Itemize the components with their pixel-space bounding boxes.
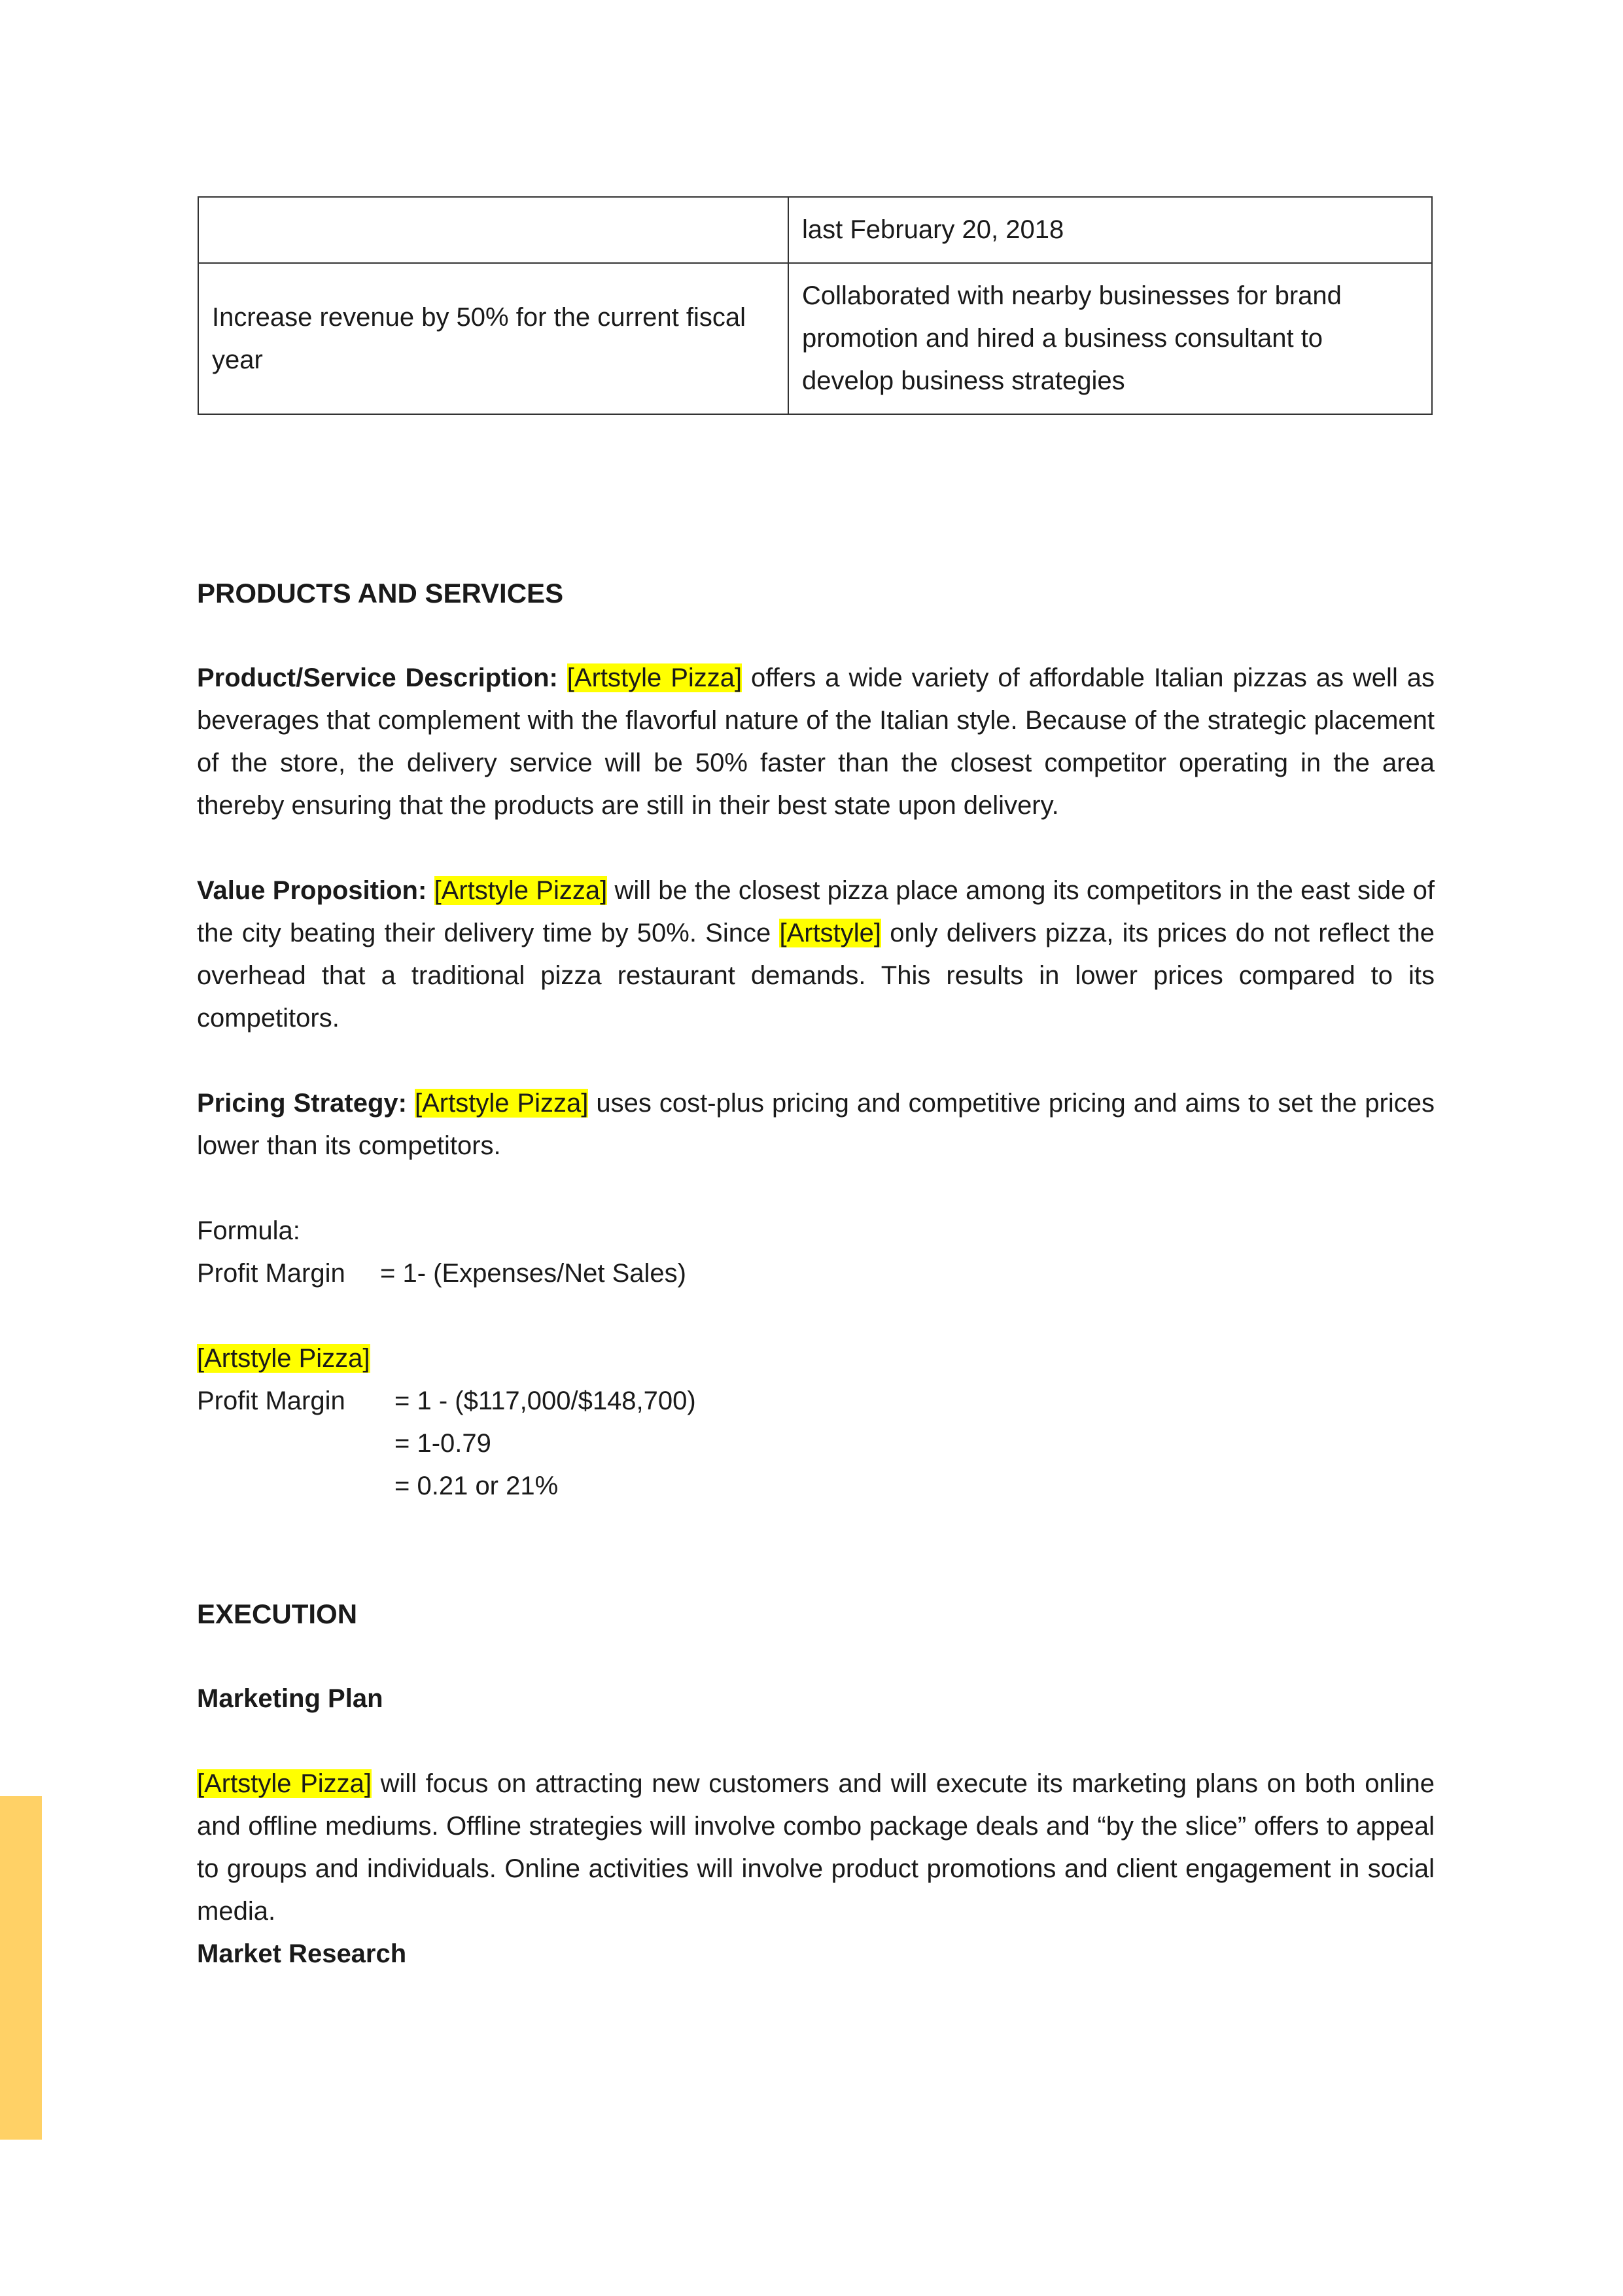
document-content xyxy=(197,196,1435,1975)
product-description-label: Product/Service Description: xyxy=(197,663,558,692)
product-description-paragraph xyxy=(197,657,1435,827)
marketing-plan-paragraph xyxy=(197,1763,1435,1933)
brand-short-placeholder: [Artstyle] xyxy=(779,919,882,947)
table-row xyxy=(198,197,1432,263)
value-proposition-text-1: will be the closest pizza place among its competitors in the east side of the city beating their delivery time by 50%. Since xyxy=(197,876,1435,947)
pricing-strategy-text: uses cost-plus pricing and competitive pricing and aims to set the prices lower than its competitors. xyxy=(197,1089,1435,1160)
calculation-line-2: = 1-0.79 xyxy=(394,1429,491,1458)
brand-placeholder: [Artstyle Pizza] xyxy=(434,876,608,905)
formula-label: Profit Margin xyxy=(197,1259,345,1288)
goals-table xyxy=(198,196,1433,415)
brand-placeholder: [Artstyle Pizza] xyxy=(197,1769,372,1798)
value-proposition-label: Value Proposition: xyxy=(197,876,427,905)
market-research-heading: Market Research xyxy=(197,1939,407,1968)
formula-title: Formula: xyxy=(197,1216,300,1245)
calculation-row xyxy=(197,1380,1435,1422)
marketing-plan-heading: Marketing Plan xyxy=(197,1684,383,1713)
calculation-label: Profit Margin xyxy=(197,1386,345,1415)
brand-placeholder: [Artstyle Pizza] xyxy=(415,1089,589,1118)
table-cell-goal xyxy=(198,197,788,263)
pricing-strategy-label: Pricing Strategy: xyxy=(197,1089,407,1118)
formula-block xyxy=(197,1210,1435,1295)
table-row xyxy=(198,263,1432,414)
product-description-text: offers a wide variety of affordable Italian pizzas as well as beverages that complement with the flavorful nature of the Italian style. Because of the strategic placement of the store, the delivery service will be 50% faster than the closest competitor operating in the area thereby ensuring that the products are still in their best state upon delivery. xyxy=(197,663,1435,820)
brand-placeholder: [Artstyle Pizza] xyxy=(567,663,742,692)
side-accent-bar xyxy=(0,1796,42,2140)
calculation-brand: [Artstyle Pizza] xyxy=(197,1344,370,1373)
calculation-block xyxy=(197,1337,1435,1508)
table-cell-action: last February 20, 2018 xyxy=(788,197,1432,263)
value-proposition-paragraph xyxy=(197,870,1435,1040)
pricing-strategy-paragraph xyxy=(197,1082,1435,1167)
marketing-plan-text: will focus on attracting new customers and will execute its marketing plans on both online and offline mediums. Offline strategies will involve combo package deals and “by the slice” offers to appeal to groups and individuals. Online activities will involve product promotions and client engagement in social media. xyxy=(197,1769,1435,1926)
formula-expression: = 1- (Expenses/Net Sales) xyxy=(380,1259,686,1288)
value-proposition-text-2: only delivers pizza, its prices do not reflect the overhead that a traditional pizza restaurant demands. This results in lower prices compared to its competitors. xyxy=(197,919,1435,1033)
formula-row xyxy=(197,1252,1435,1295)
calculation-line-1: = 1 - ($117,000/$148,700) xyxy=(394,1386,696,1415)
products-services-heading: PRODUCTS AND SERVICES xyxy=(197,578,564,609)
execution-heading: EXECUTION xyxy=(197,1598,358,1629)
table-cell-goal: Increase revenue by 50% for the current fiscal year xyxy=(198,263,788,414)
table-cell-action: Collaborated with nearby businesses for brand promotion and hired a business consultant to develop business strategies xyxy=(788,263,1432,414)
calculation-line-3: = 0.21 or 21% xyxy=(394,1472,559,1500)
